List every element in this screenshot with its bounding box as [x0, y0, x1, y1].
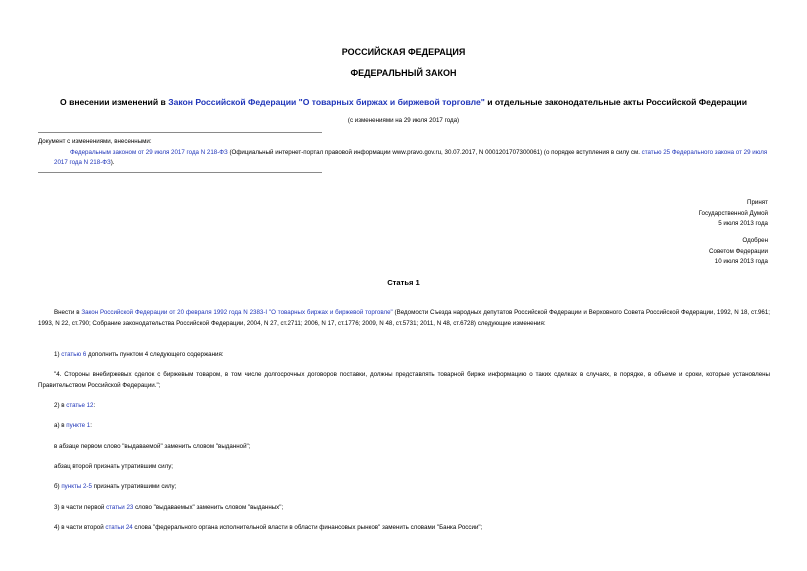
clause-1-link[interactable]: пункте 1 — [66, 422, 91, 429]
paragraph-text: 1) — [54, 351, 62, 358]
law-type-heading: ФЕДЕРАЛЬНЫЙ ЗАКОН — [350, 68, 457, 78]
note-text-end: ). — [110, 159, 115, 167]
approved-line: Советом Федерации — [709, 247, 768, 255]
amendment-note — [38, 137, 770, 169]
approved-block — [709, 236, 768, 268]
paragraph-text: : — [90, 422, 92, 429]
note-intro: Документ с изменениями, внесенными: — [38, 138, 152, 145]
paragraph-text: а) в — [54, 422, 67, 429]
article-paragraph: абзац второй признать утратившим силу; — [54, 463, 174, 470]
note-law-link[interactable]: Федеральным законом от 29 июля 2017 года N 218-ФЗ — [70, 148, 228, 156]
paragraph-text: 4) в части второй — [54, 524, 106, 531]
approved-line: Одобрен — [742, 237, 768, 244]
article-24-link[interactable]: статьи 24 — [105, 524, 133, 531]
article-heading: Статья 1 — [387, 278, 420, 287]
paragraph-text: б) — [54, 483, 62, 490]
article-23-link[interactable]: статьи 23 — [106, 504, 134, 511]
title-suffix: и отдельные законодательные акты Российской Федерации — [484, 97, 747, 107]
country-heading: РОССИЙСКАЯ ФЕДЕРАЦИЯ — [341, 47, 466, 57]
title-prefix: О внесении изменений в — [60, 97, 169, 107]
page-title — [0, 97, 807, 107]
paragraph-text: слова "федерального органа исполнительной власти в области финансовых рынков" заменить словами "Банка России"; — [132, 524, 483, 531]
article-paragraph: "4. Стороны внебиржевых сделок с биржевым товаром, в том числе долгосрочных договоров поставки, должны представлять товарной бирже информацию о таких сделках в случаях, в порядке, в объеме и сроки, которые установлены Правительством Российской Федерации."; — [38, 371, 770, 389]
note-divider-top — [38, 132, 322, 133]
title-law-link[interactable]: Закон Российской Федерации "О товарных биржах и биржевой торговле" — [168, 97, 485, 107]
article-paragraph — [38, 523, 770, 534]
paragraph-text: 2) в — [54, 402, 67, 409]
paragraph-text: Внести в — [54, 309, 82, 316]
paragraph-text: признать утратившими силу; — [91, 483, 177, 490]
article-paragraph — [38, 421, 770, 432]
accepted-block — [699, 198, 768, 230]
article-paragraph: в абзаце первом слово "выдаваемой" заменить словом "выданной"; — [54, 443, 251, 450]
article-paragraph — [38, 308, 770, 329]
law-link[interactable]: Закон Российской Федерации от 20 февраля 1992 года N 2383-I "О товарных биржах и биржевой торговле" — [81, 309, 393, 316]
note-body — [38, 148, 770, 169]
note-divider-bottom — [38, 172, 322, 173]
accepted-line: Принят — [747, 199, 768, 206]
amendment-date: (с изменениями на 29 июля 2017 года) — [347, 117, 460, 124]
accepted-line: 5 июля 2013 года — [718, 220, 768, 228]
paragraph-text: дополнить пунктом 4 следующего содержания: — [86, 351, 224, 358]
note-text: (Официальный интернет-портал правовой информации www.pravo.gov.ru, 30.07.2017, N 0001201707300061) (о порядке вступления в силу см. — [227, 148, 642, 156]
article-paragraph — [38, 482, 770, 493]
approved-line: 10 июля 2013 года — [714, 258, 768, 266]
paragraph-text: : — [93, 402, 96, 409]
article-paragraph — [38, 503, 770, 514]
paragraph-text: 3) в части первой — [54, 504, 107, 511]
article-paragraph — [38, 401, 770, 412]
article-6-link[interactable]: статью 6 — [61, 351, 87, 358]
paragraph-text: (Ведомости Съезда народных депутатов Российской Федерации и Верховного Совета Российской Федерации, 1992, N 18, ст.961; 1993, N 22, ст.790; Собрание законодательства Российской Федерации, 2004, N 27, ст.2711; 2006, N 17, ст.1776; 2009, N 48, ст.5731; 2011, N 48, ст.6728) следующие изменения: — [38, 309, 770, 327]
accepted-line: Государственной Думой — [698, 209, 768, 217]
note-article-link[interactable]: статью 25 Федерального закона от 29 июля 2017 года N 218-ФЗ — [54, 148, 768, 167]
clauses-2-5-link[interactable]: пункты 2-5 — [61, 483, 92, 490]
article-paragraph — [38, 350, 770, 361]
article-12-link[interactable]: статье 12 — [66, 402, 94, 409]
paragraph-text: слово "выдаваемых" заменить словом "выданных"; — [133, 504, 284, 511]
